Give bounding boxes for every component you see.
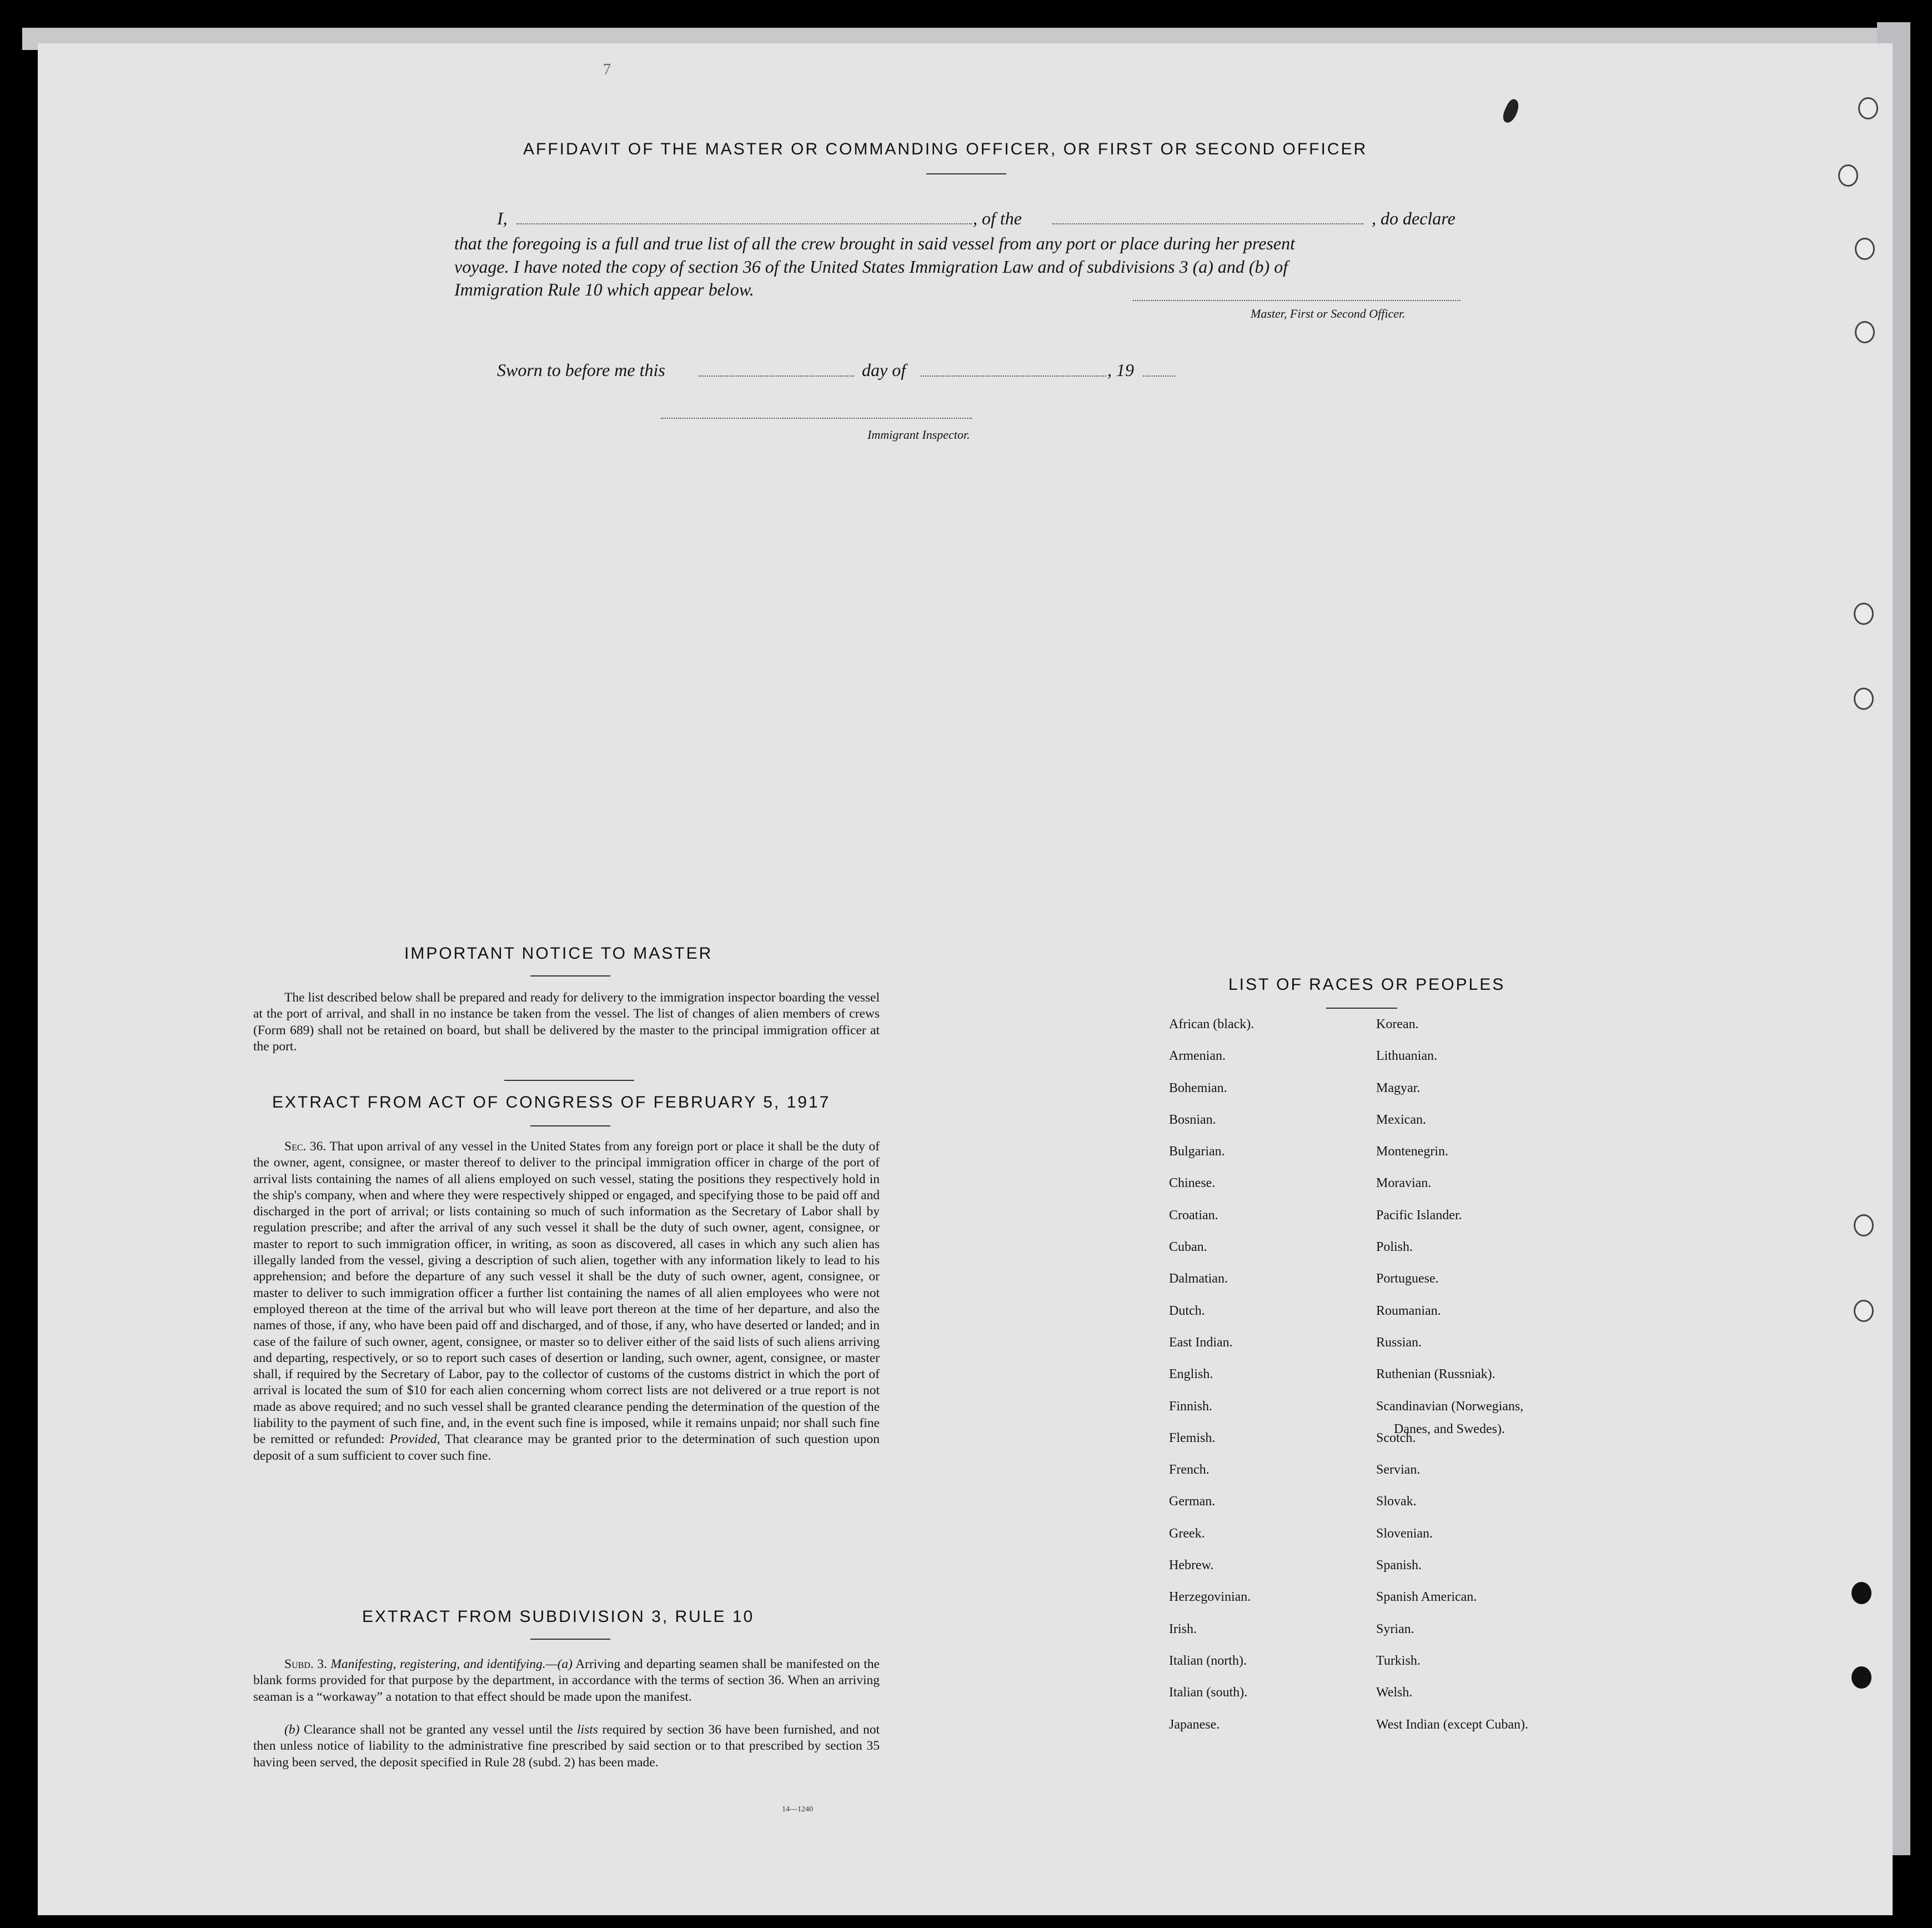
race-item: Greek. (1169, 1526, 1205, 1541)
binder-hole (1858, 97, 1878, 119)
notice-rule (530, 975, 610, 976)
subd-b-text-1: Clearance shall not be granted any vessel until the (303, 1722, 573, 1737)
race-item: Bosnian. (1169, 1112, 1216, 1127)
race-item: Dalmatian. (1169, 1271, 1228, 1286)
races-title: LIST OF RACES OR PEOPLES (1228, 975, 1506, 994)
binder-hole (1855, 321, 1875, 343)
binder-hole (1854, 1300, 1874, 1322)
sec-36-end: That clearance may be granted prior to the determination of such question upon deposit of a sum sufficient to cover such fine. (253, 1432, 880, 1463)
binder-hole (1854, 603, 1874, 625)
sworn-year-blank[interactable] (1143, 375, 1175, 377)
rule-subd-b (253, 1722, 880, 1771)
form-number: 14—1240 (782, 1805, 813, 1814)
sworn-month-blank[interactable] (921, 375, 1106, 377)
races-rule (1326, 1008, 1397, 1009)
affidavit-of-the: , of the (973, 208, 1022, 228)
race-item: East Indian. (1169, 1335, 1233, 1350)
inspector-signature-line[interactable] (661, 418, 972, 419)
race-item: English. (1169, 1367, 1213, 1382)
a-label: (a) (557, 1657, 573, 1671)
page-mark: 7 (603, 61, 611, 78)
subd-heading: Manifesting, registering, and identifying.— (330, 1657, 558, 1671)
binder-hole (1838, 164, 1858, 187)
vessel-blank[interactable] (1052, 223, 1363, 224)
lists-word: lists (577, 1722, 598, 1737)
races-list-right (1376, 1016, 1528, 1749)
race-item: Polish. (1376, 1240, 1413, 1255)
race-item: Croatian. (1169, 1208, 1218, 1223)
rule-extract-title: EXTRACT FROM SUBDIVISION 3, RULE 10 (362, 1607, 755, 1626)
race-item: French. (1169, 1463, 1210, 1478)
sec-36-text: That upon arrival of any vessel in the United States from any foreign port or place it shall be the duty of the owner, agent, consignee, or master thereof to deliver to the principal immigration officer in charge of the port of arrival lists containing the names of all aliens employed on such vessel, stating the positions they respectively hold in the ship's company, when and where they were respectively shipped or engaged, and specifying those to be paid off and discharged in the port of arrival; or lists containing so much of such information as the Secretary of Labor shall by regulation prescribe; and after the arrival of any such vessel it shall be the duty of such owner, agent, consignee, or master to report to such immigration officer, in writing, as soon as discovered, all cases in which any such alien has illegally landed from the vessel, giving a description of such alien, together with any information likely to lead to his apprehension; and before the departure of any such vessel it shall be the duty of such owner, agent, consignee, or master to deliver to such immigration officer a further list containing the names of all alien employees who were not employed thereon at the time of the arrival but who will leave port thereon at the time of her departure, and also the names of those, if any, who have been paid off and discharged, and of those, if any, who have deserted or landed; and in case of the failure of such owner, agent, consignee, or master so to deliver either of the said lists of such aliens arriving and departing, respectively, or so to report such cases of desertion or landing, such owner, agent, consignee, or master shall, if required by the Secretary of Labor, pay to the collector of customs of the customs district in which the port of arrival is located the sum of $10 for each alien concerning whom correct lists are not delivered or a true report is not made as above required; and no such vessel shall be granted clearance pending the determination of the question of the liability to the payment of such fine, and, in the event such fine is imposed, while it remains unpaid; nor shall such fine be remitted or refunded: (253, 1139, 880, 1447)
race-item: Flemish. (1169, 1430, 1216, 1445)
race-item: Italian (north). (1169, 1653, 1247, 1668)
name-blank[interactable] (516, 223, 972, 224)
subd-label: Subd. 3. (284, 1657, 327, 1671)
race-item: Roumanian. (1376, 1303, 1441, 1318)
binder-hole (1855, 238, 1875, 260)
paper-sheet (38, 43, 1893, 1915)
race-item: Lithuanian. (1376, 1049, 1437, 1064)
affidavit-line-2: that the foregoing is a full and true list of all the crew brought in said vessel from any port or place during her present (454, 233, 1295, 253)
act-extract-body (253, 1139, 880, 1464)
race-item: Bulgarian. (1169, 1144, 1225, 1159)
notice-body: The list described below shall be prepared and ready for delivery to the immigration inspector boarding the vessel at the port of arrival, and shall in no instance be taken from the vessel. The list of changes of alien members of crews (Form 689) shall not be retained on board, but shall be delivered by the master to the principal immigration officer at the port. (253, 990, 880, 1054)
race-item: Japanese. (1169, 1717, 1220, 1732)
race-item: Spanish American. (1376, 1590, 1477, 1605)
sworn-text: Sworn to before me this (497, 360, 665, 380)
subd-b-text-2: required by section 36 have been furnished, and not then unless notice of liability to the administrative fine prescribed by said section or to that prescribed by section 35 having been served, the deposit specified in Rule 28 (subd. 2) has been made. (253, 1722, 880, 1770)
binder-hole (1851, 1666, 1871, 1689)
race-item: Chinese. (1169, 1176, 1216, 1191)
race-item: Servian. (1376, 1463, 1421, 1478)
race-item: Scotch. (1376, 1430, 1416, 1445)
binder-hole (1854, 688, 1874, 710)
race-item: Portuguese. (1376, 1271, 1439, 1286)
provided-word: Provided, (389, 1432, 440, 1447)
title-rule (926, 173, 1006, 174)
binder-hole (1854, 1214, 1874, 1236)
sworn-day-blank[interactable] (699, 375, 854, 377)
race-item: Russian. (1376, 1335, 1422, 1350)
rule-rule (530, 1639, 610, 1640)
act-extract-title: EXTRACT FROM ACT OF CONGRESS OF FEBRUARY 5, 1917 (272, 1093, 831, 1111)
race-item: Pacific Islander. (1376, 1208, 1462, 1223)
notice-title: IMPORTANT NOTICE TO MASTER (404, 944, 713, 963)
section-divider (504, 1080, 634, 1081)
race-item: Spanish. (1376, 1558, 1422, 1573)
affidavit-line-4: Immigration Rule 10 which appear below. (454, 279, 754, 299)
race-item: Armenian. (1169, 1049, 1226, 1064)
race-item: German. (1169, 1494, 1216, 1509)
race-item: Cuban. (1169, 1240, 1207, 1255)
race-item: West Indian (except Cuban). (1376, 1717, 1528, 1732)
race-item: Mexican. (1376, 1112, 1426, 1127)
affidavit-line-3: voyage. I have noted the copy of section 36 of the United States Immigration Law and of subdivisions 3 (a) and (b) of (454, 257, 1288, 277)
race-item: Ruthenian (Russniak). (1376, 1367, 1496, 1382)
race-item: Montenegrin. (1376, 1144, 1448, 1159)
race-item: Irish. (1169, 1621, 1197, 1636)
race-item: Finnish. (1169, 1399, 1213, 1414)
race-item: Korean. (1376, 1017, 1419, 1031)
inspector-label: Immigrant Inspector. (867, 428, 970, 442)
race-item: Italian (south). (1169, 1685, 1248, 1700)
race-item: Bohemian. (1169, 1080, 1227, 1095)
race-item: Dutch. (1169, 1303, 1205, 1318)
races-list-left (1169, 1016, 1254, 1749)
race-item: Slovak. (1376, 1494, 1417, 1509)
race-item: Herzegovinian. (1169, 1590, 1251, 1605)
master-signature-line[interactable] (1133, 300, 1461, 301)
race-item: Turkish. (1376, 1653, 1421, 1668)
affidavit-do-declare: , do declare (1372, 208, 1456, 228)
day-of-text: day of (862, 360, 906, 380)
race-item: African (black). (1169, 1017, 1254, 1031)
race-item: Welsh. (1376, 1685, 1413, 1700)
rule-subd-a (253, 1656, 880, 1705)
year-prefix: , 19 (1107, 360, 1134, 380)
act-rule (530, 1125, 610, 1126)
binder-hole (1851, 1582, 1871, 1604)
affidavit-i: I, (497, 208, 508, 228)
race-item: Slovenian. (1376, 1526, 1433, 1541)
race-item: Scandinavian (Norwegians, (1376, 1399, 1524, 1414)
race-item: Hebrew. (1169, 1558, 1214, 1573)
b-label: (b) (284, 1722, 300, 1737)
race-item: Syrian. (1376, 1621, 1414, 1636)
race-item-continuation: Danes, and Swedes). (1394, 1422, 1505, 1436)
race-item: Magyar. (1376, 1080, 1421, 1095)
race-item: Moravian. (1376, 1176, 1432, 1191)
affidavit-title: AFFIDAVIT OF THE MASTER OR COMMANDING OFFICER, OR FIRST OR SECOND OFFICER (523, 140, 1368, 158)
master-signature-label: Master, First or Second Officer. (1251, 307, 1406, 321)
sec-label: Sec. 36. (284, 1139, 327, 1154)
subd-a-text: Arriving and departing seamen shall be manifested on the blank forms provided for that purpose by the department, in accordance with the terms of section 36. When an arriving seaman is a “workaway” a notation to that effect should be made upon the manifest. (253, 1657, 880, 1704)
